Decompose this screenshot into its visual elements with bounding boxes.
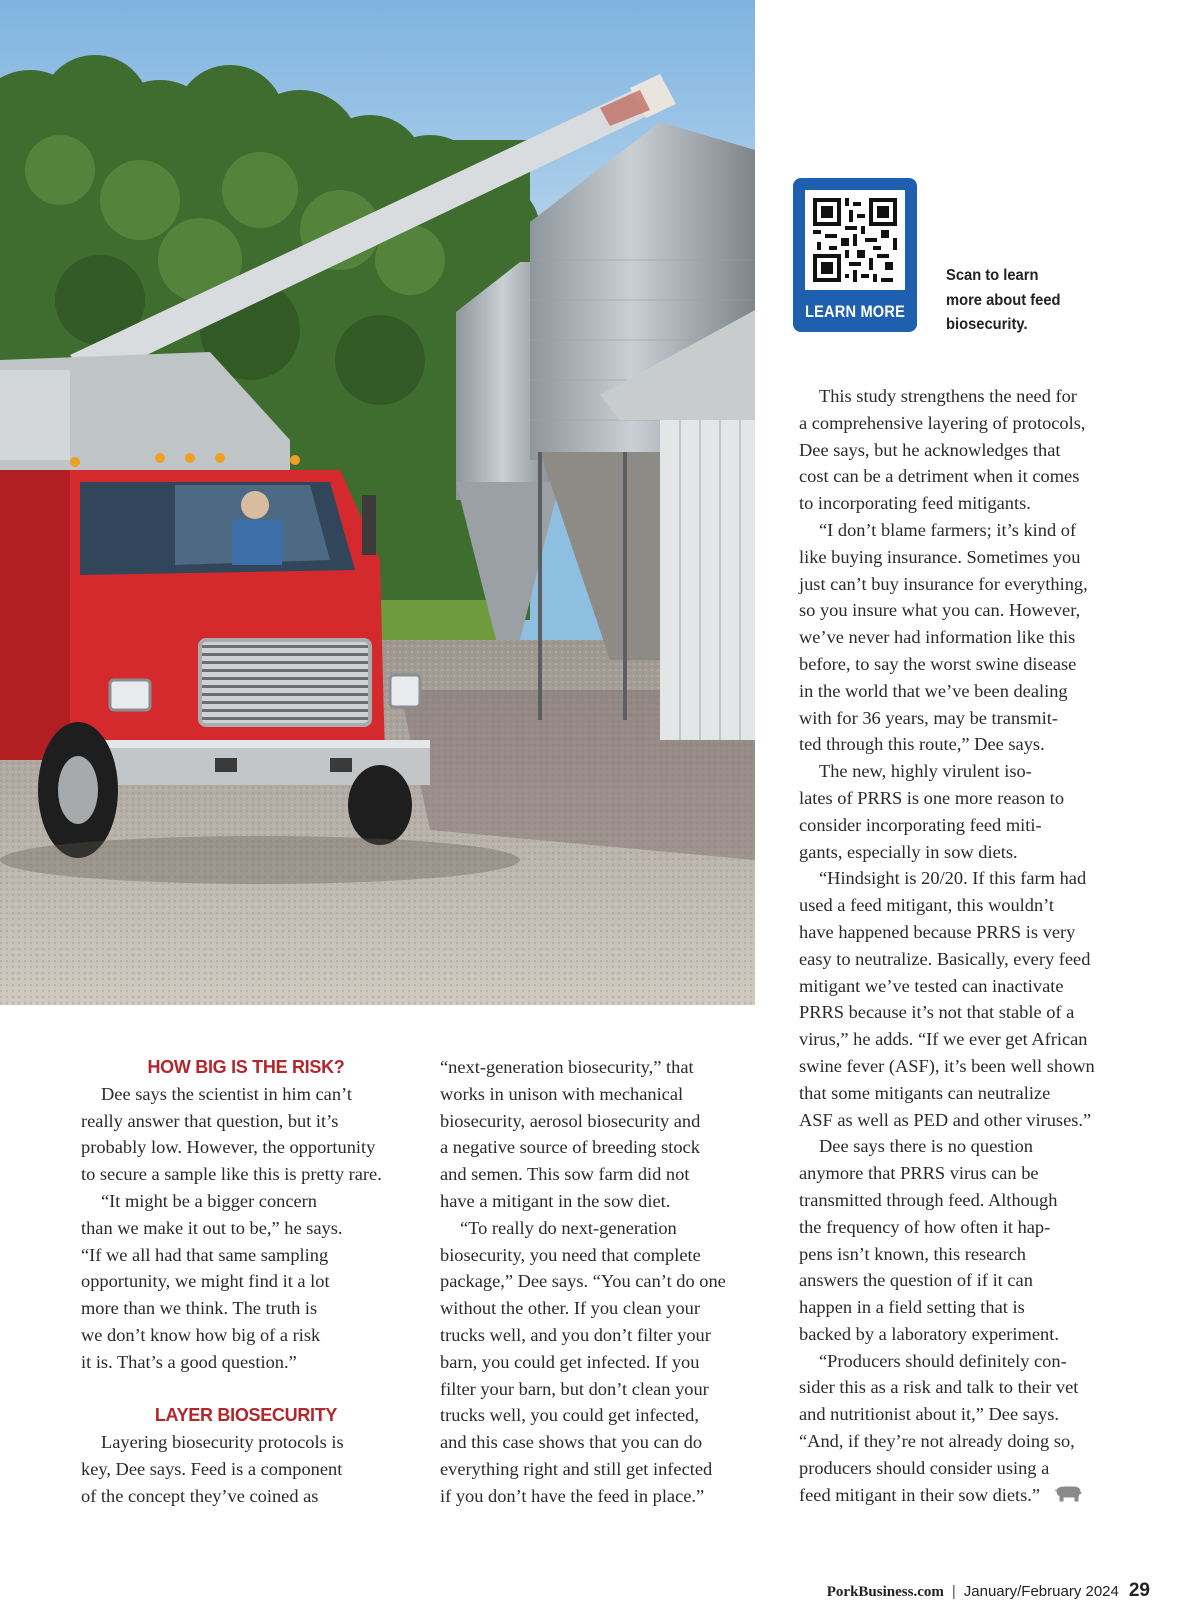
body-line: just can’t buy insurance for everything, [799,573,1088,594]
body-line: Layering biosecurity protocols is [101,1432,344,1453]
body-line: ASF as well as PED and other viruses.” [799,1109,1092,1130]
body-line: barn, you could get infected. If you [440,1351,700,1372]
qr-caption-line: biosecurity. [946,316,1028,333]
body-line: package,” Dee says. “You can’t do one [440,1271,726,1292]
body-line: Dee says there is no question [819,1136,1033,1157]
body-line: biosecurity, you need that complete [440,1244,701,1265]
body-line: sider this as a risk and talk to their vet [799,1377,1079,1398]
page-number: 29 [1128,1580,1150,1601]
body-line: The new, highly virulent iso- [819,761,1032,782]
section-heading: LAYER BIOSECURITY [154,1405,338,1426]
body-line: and this case shows that you can do [440,1432,703,1453]
body-line: have happened because PRRS is very [799,921,1076,942]
body-line: consider incorporating feed miti- [799,814,1042,835]
qr-caption [946,264,1093,338]
body-line: “I don’t blame farmers; it’s kind of [819,519,1077,540]
body-line: with for 36 years, may be transmit- [799,707,1058,728]
body-line: Dee says the scientist in him can’t [101,1083,352,1104]
body-line: used a feed mitigant, this wouldn’t [799,895,1055,916]
body-line: producers should consider using a [799,1457,1050,1478]
body-line: “If we all had that same sampling [81,1244,329,1265]
body-line: “It might be a bigger concern [101,1190,318,1211]
body-line: “next-generation biosecurity,” that [440,1057,694,1077]
body-line: to incorporating feed mitigants. [799,493,1031,514]
body-line: and semen. This sow farm did not [440,1164,690,1185]
body-line: “And, if they’re not already doing so, [799,1431,1075,1452]
body-line: “To really do next-generation [460,1217,677,1238]
body-line: if you don’t have the feed in place.” [440,1485,705,1506]
article-column-1 [81,1054,411,1510]
feed-truck-photo [0,0,755,1005]
section-heading: HOW BIG IS THE RISK? [147,1057,345,1077]
body-line: it is. That’s a good question.” [81,1351,297,1372]
body-line: ted through this route,” Dee says. [799,734,1045,755]
body-line: PRRS because it’s not that stable of a [799,1002,1075,1023]
learn-more-qr-card[interactable] [793,178,917,332]
body-line: to secure a sample like this is pretty rare. [81,1164,382,1185]
body-line: works in unison with mechanical [440,1083,684,1104]
body-line: that some mitigants can neutralize [799,1082,1051,1103]
body-line: have a mitigant in the sow diet. [440,1190,671,1211]
body-line: of the concept they’ve coined as [81,1485,319,1506]
body-line: backed by a laboratory experiment. [799,1323,1059,1344]
body-line: transmitted through feed. Although [799,1189,1058,1210]
body-line: without the other. If you clean your [440,1298,700,1319]
body-line: a negative source of breeding stock [440,1137,700,1158]
body-line: cost can be a detriment when it comes [799,466,1080,487]
body-line: filter your barn, but don’t clean your [440,1378,709,1399]
body-line: gants, especially in sow diets. [799,841,1018,862]
body-line: swine fever (ASF), it’s been well shown [799,1055,1095,1076]
body-line: “Producers should definitely con- [819,1350,1067,1371]
body-line: in the world that we’ve been dealing [799,680,1068,701]
body-line: feed mitigant in their sow diets.” [799,1484,1041,1505]
body-line: “Hindsight is 20/20. If this farm had [819,868,1087,889]
body-line: answers the question of if it can [799,1270,1033,1291]
qr-caption-line: more about feed [946,291,1061,309]
body-line: Dee says, but he acknowledges that [799,439,1061,460]
body-line: key, Dee says. Feed is a component [81,1458,343,1479]
body-line: everything right and still get infected [440,1458,713,1479]
page-footer [827,1580,1150,1602]
body-line: than we make it out to be,” he says. [81,1217,343,1238]
body-line: virus,” he adds. “If we ever get African [799,1029,1088,1050]
body-line: so you insure what you can. However, [799,600,1081,621]
body-line: anymore that PRRS virus can be [799,1163,1039,1184]
qr-caption-line: Scan to learn [946,267,1039,284]
body-line: before, to say the worst swine disease [799,653,1077,674]
article-column-3 [799,383,1134,1510]
qr-code-icon[interactable] [805,190,905,290]
body-line: easy to neutralize. Basically, every feed [799,948,1091,969]
body-line: we’ve never had information like this [799,627,1076,648]
learn-more-label[interactable]: LEARN MORE [804,302,906,321]
body-line: pens isn’t known, this research [799,1243,1026,1264]
body-line: biosecurity, aerosol biosecurity and [440,1110,701,1131]
body-line: we don’t know how big of a risk [81,1324,321,1345]
body-line: the frequency of how often it hap- [799,1216,1051,1237]
body-line: trucks well, you could get infected, [440,1405,699,1426]
body-line: really answer that question, but it’s [81,1110,339,1131]
body-line: mitigant we’ve tested can inactivate [799,975,1064,996]
body-line: more than we think. The truth is [81,1298,318,1319]
body-line-final [799,1482,1134,1510]
footer-site: PorkBusiness.com [826,1584,944,1600]
body-line: happen in a field setting that is [799,1297,1025,1318]
footer-separator: | [951,1583,956,1600]
pig-icon [1054,1483,1082,1510]
body-line: opportunity, we might find it a lot [81,1271,330,1292]
body-line: a comprehensive layering of protocols, [799,412,1086,433]
body-line: probably low. However, the opportunity [81,1137,376,1158]
body-line: lates of PRRS is one more reason to [799,787,1065,808]
body-line: trucks well, and you don’t filter your [440,1324,711,1345]
footer-issue: January/February 2024 [963,1583,1119,1600]
body-line: and nutritionist about it,” Dee says. [799,1404,1059,1425]
body-line: This study strengthens the need for [819,386,1077,406]
article-column-2 [440,1054,760,1510]
body-line: like buying insurance. Sometimes you [799,546,1081,567]
